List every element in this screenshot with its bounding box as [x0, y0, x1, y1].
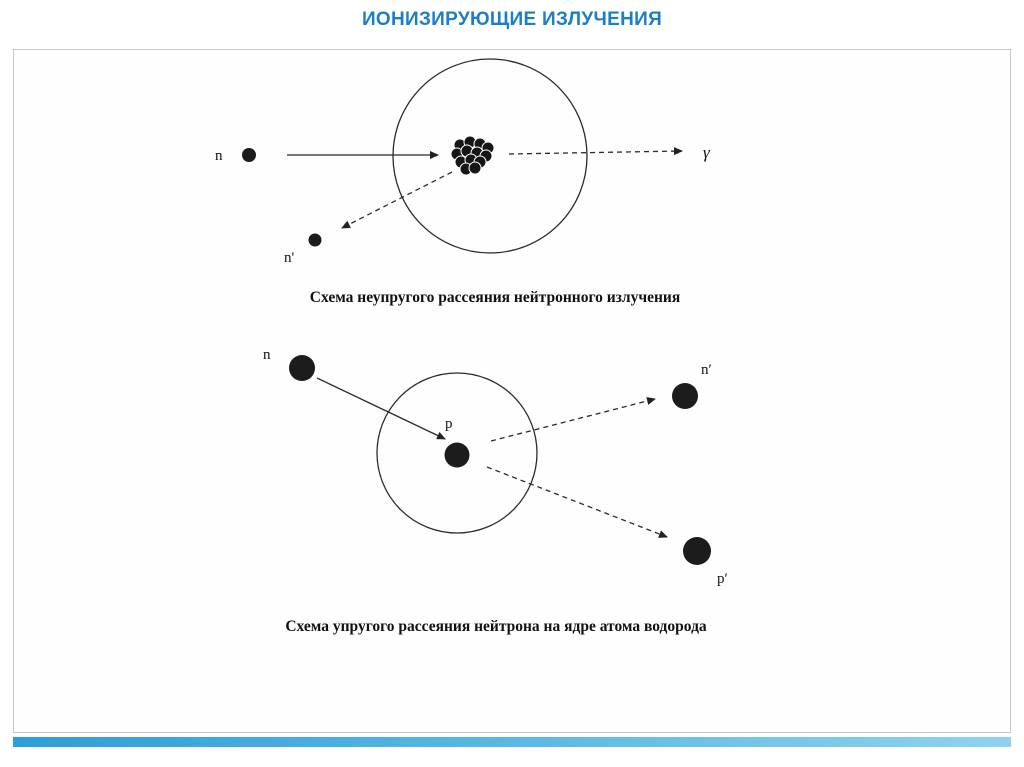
scattered-neutron-arrow: [491, 399, 655, 441]
diagrams-canvas: [14, 50, 1010, 732]
elastic-scattering-diagram: [263, 347, 728, 635]
incident-neutron-label: n: [263, 347, 271, 363]
recoil-proton-dot: [683, 537, 711, 565]
gamma-ray-arrow: [509, 151, 682, 154]
scattered-neutron-label: n′: [701, 362, 712, 378]
scattered-neutron-dot: [309, 234, 322, 247]
incident-neutron-dot: [289, 355, 315, 381]
content-frame: [13, 49, 1011, 733]
incident-neutron-dot: [242, 148, 256, 162]
scattered-neutron-label: n': [284, 250, 295, 266]
proton-label: p: [445, 416, 453, 432]
proton-dot: [445, 443, 470, 468]
inelastic-diagram-caption: Схема неупругого рассеяния нейтронного излучения: [309, 289, 681, 306]
footer-accent-bar: [13, 737, 1011, 747]
slide-title: ИОНИЗИРУЮЩИЕ ИЗЛУЧЕНИЯ: [361, 9, 663, 30]
scattered-neutron-arrow: [342, 172, 452, 228]
elastic-diagram-caption: Схема упругого рассеяния нейтрона на ядре атома водорода: [285, 618, 707, 635]
inelastic-scattering-diagram: [215, 59, 711, 306]
recoil-proton-label: p′: [717, 571, 728, 587]
incident-neutron-label: n: [215, 148, 223, 164]
scattered-neutron-dot: [672, 383, 698, 409]
gamma-label: γ: [703, 143, 710, 162]
nucleus-cluster: [451, 136, 494, 175]
recoil-proton-arrow: [487, 467, 667, 537]
